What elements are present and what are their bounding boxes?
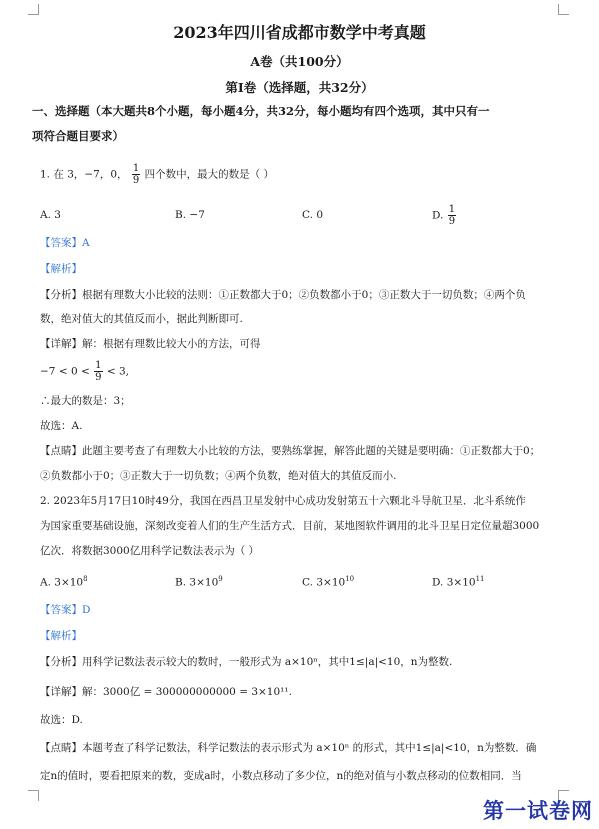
q1-dianjing-line2: ②负数都小于0；③正数大于一切负数；④两个负数，绝对值大的其值反而小. [40,470,397,482]
q1-inequality [40,360,129,383]
crop-mark-top-left [28,4,39,15]
q1-stem [40,163,274,186]
q1-xiangjie: 【详解】解：根据有理数比较大小的方法，可得 [40,338,261,350]
q1-option-a: A. 3 [40,209,61,221]
q2-option-a [40,572,88,590]
q2-option-c [302,572,354,590]
fraction-numerator: 1 [95,360,102,371]
q1-dianjing-line1: 【点睛】此题主要考查了有理数大小比较的方法，要熟练掌握，解答此题的关键是要明确：①正数都大于0； [40,445,541,457]
q1-option-c: C. 0 [302,209,324,221]
q1-stem-suffix: 四个数中，最大的数是（ ） [144,168,274,181]
paper-section-a: A卷（共100分） [250,54,349,69]
crop-mark-bottom-left [28,790,39,801]
option-value: 3×10 [446,576,476,589]
option-value: 3×10 [189,576,219,589]
site-watermark: 第一试卷网 [483,799,593,823]
q2-fenxi: 【分析】用科学记数法表示较大的数时，一般形式为 a×10ⁿ，其中1≤|a|<10，n为整数. [40,656,453,668]
crop-mark-top-right [558,4,569,15]
q1-option-b: B. −7 [175,209,205,221]
option-d-label: D. [432,209,444,222]
q2-dianjing-line1: 【点睛】本题考查了科学记数法，科学记数法的表示形式为 a×10ⁿ 的形式，其中1≤|a|<10，n为整数．确 [40,742,537,754]
inequality-fraction [94,360,102,383]
q1-fenxi-line2: 数，绝对值大的其值反而小，据此判断即可. [40,313,243,325]
q2-analysis-label: 【解析】 [40,630,82,642]
fraction-numerator: 1 [132,163,140,174]
volume-heading: 第Ⅰ卷（选择题，共32分） [225,80,374,95]
option-value: 3×10 [316,576,346,589]
q2-stem-line1: 2. 2023年5月17日10时49分，我国在西昌卫星发射中心成功发射第五十六颗北斗导航卫星．北斗系统作 [40,495,526,507]
q1-answer: 【答案】A [40,237,90,249]
q2-answer: 【答案】D [40,604,91,616]
fraction-denominator: 9 [132,175,140,186]
q1-analysis-label: 【解析】 [40,263,82,275]
option-exponent: 11 [475,575,485,583]
option-exponent: 8 [83,575,88,583]
q2-xiangjie: 【详解】解：3000亿 = 300000000000 = 3×10¹¹. [40,686,292,698]
q2-stem-line3: 亿次．将数据3000亿用科学记数法表示为（ ） [40,545,260,557]
fraction-denominator: 9 [95,372,102,383]
q2-option-b [175,572,223,590]
section-heading: 一、选择题（本大题共8个小题，每小题4分，共32分，每小题均有四个选项，其中只有一 [32,104,490,118]
option-label: A. [40,576,51,589]
inequality-right: < 3, [106,365,129,378]
q1-stem-numbers: 3，−7，0， [67,168,128,181]
option-value: 3×10 [54,576,84,589]
option-label: D. [432,576,444,589]
q1-fenxi-line1: 【分析】根据有理数大小比较的法则：①正数都大于0；②负数都小于0；③正数大于一切负数；④两个负 [40,289,526,301]
option-exponent: 9 [218,575,223,583]
option-label: B. [175,576,187,589]
page-title: 2023年四川省成都市数学中考真题 [173,23,426,42]
q1-option-d [432,204,457,227]
q2-stem-line2: 为国家重要基础设施，深刻改变着人们的生产生活方式．目前，某地图软件调用的北斗卫星日定位量超3000 [40,520,540,532]
inequality-left: −7 < 0 < [40,365,90,378]
q2-dianjing-line2: 定n的值时，要看把原来的数，变成a时，小数点移动了多少位，n的绝对值与小数点移动的位数相同．当 [40,770,522,782]
q1-fraction [132,163,140,186]
option-d-fraction [448,204,456,227]
q1-stem-prefix: 1. 在 [40,168,64,181]
option-exponent: 10 [345,575,355,583]
option-label: C. [302,576,313,589]
q2-choose: 故选：D. [40,714,83,726]
q1-choose: 故选：A. [40,420,83,432]
fraction-denominator: 9 [448,216,456,227]
q1-conclusion: ∴最大的数是：3； [40,395,131,407]
fraction-numerator: 1 [448,204,456,215]
section-heading-cont: 项符合题目要求） [32,129,124,143]
q2-option-d [432,572,485,590]
